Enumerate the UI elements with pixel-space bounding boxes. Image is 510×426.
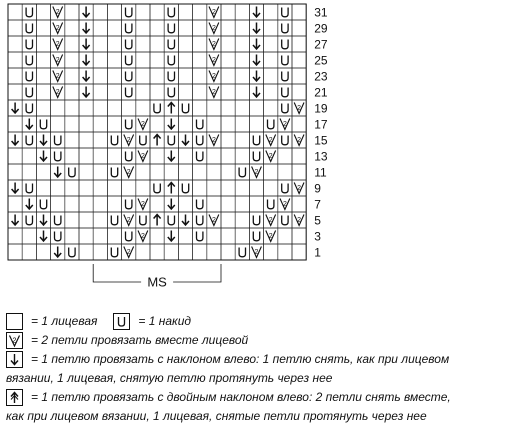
row-label: 3 bbox=[314, 229, 321, 244]
k2tog-digit: 2 bbox=[254, 249, 259, 256]
row-label: 21 bbox=[314, 85, 328, 100]
row-label: 25 bbox=[314, 53, 328, 68]
legend-double-dec-text-b: как при лицевом вязании, 1 лицевая, снятые петли протянуть через нее bbox=[6, 409, 427, 423]
double-decrease-icon bbox=[6, 389, 23, 406]
k2tog-digit: 2 bbox=[55, 73, 60, 80]
row-label: 7 bbox=[314, 197, 321, 212]
k2tog-digit: 2 bbox=[211, 25, 216, 32]
svg-text:2: 2 bbox=[12, 337, 17, 345]
legend-double-dec-text-a: = 1 петлю провязать с двойным наклоном влево: 2 петли снять вместе, bbox=[31, 390, 451, 404]
k2tog-digit: 2 bbox=[211, 89, 216, 96]
k2tog-digit: 2 bbox=[268, 137, 273, 144]
knit-stitch-icon bbox=[6, 313, 23, 330]
k2tog-digit: 2 bbox=[211, 41, 216, 48]
k2tog-digit: 2 bbox=[211, 217, 216, 224]
row-label: 27 bbox=[314, 37, 328, 52]
k2tog-digit: 2 bbox=[55, 41, 60, 48]
k2tog-digit: 2 bbox=[268, 153, 273, 160]
row-label: 1 bbox=[314, 245, 321, 260]
k2tog-digit: 2 bbox=[211, 137, 216, 144]
legend-row-left-dec bbox=[6, 350, 506, 369]
legend-row-k2tog bbox=[6, 331, 506, 350]
k2tog-digit: 2 bbox=[140, 233, 145, 240]
legend-row-knit-yo bbox=[6, 312, 506, 331]
k2tog-digit: 2 bbox=[297, 217, 302, 224]
k2tog-digit: 2 bbox=[211, 9, 216, 16]
legend-row-left-dec-cont bbox=[6, 369, 506, 388]
k2tog-digit: 2 bbox=[297, 185, 302, 192]
k2tog-digit: 2 bbox=[140, 153, 145, 160]
legend bbox=[6, 312, 506, 426]
k2tog-digit: 2 bbox=[126, 169, 131, 176]
k2tog-digit: 2 bbox=[282, 201, 287, 208]
k2tog-digit: 2 bbox=[211, 73, 216, 80]
k2tog-digit: 2 bbox=[268, 233, 273, 240]
row-label: 11 bbox=[314, 165, 327, 180]
k2tog-digit: 2 bbox=[55, 89, 60, 96]
left-decrease-icon bbox=[6, 351, 23, 368]
k2tog-digit: 2 bbox=[211, 57, 216, 64]
legend-row-double-dec bbox=[6, 388, 506, 407]
k2tog-digit: 2 bbox=[297, 137, 302, 144]
row-label: 23 bbox=[314, 69, 328, 84]
row-label: 5 bbox=[314, 213, 321, 228]
row-label: 31 bbox=[314, 5, 328, 20]
row-label: 29 bbox=[314, 21, 328, 36]
legend-left-dec-text-a: = 1 петлю провязать с наклоном влево: 1 петлю снять, как при лицевом bbox=[31, 352, 450, 366]
legend-k2tog-text: = 2 петли провязать вместе лицевой bbox=[31, 333, 249, 347]
row-label: 13 bbox=[314, 149, 328, 164]
k2tog-digit: 2 bbox=[55, 9, 60, 16]
ms-label: MS bbox=[147, 274, 167, 290]
k2tog-digit: 2 bbox=[282, 121, 287, 128]
k2tog-digit: 2 bbox=[55, 57, 60, 64]
k2tog-digit: 2 bbox=[268, 217, 273, 224]
legend-left-dec-text-b: вязании, 1 лицевая, снятую петлю протянуть через нее bbox=[6, 371, 333, 385]
k2tog-digit: 2 bbox=[55, 25, 60, 32]
row-label: 15 bbox=[314, 133, 328, 148]
yarn-over-icon bbox=[113, 313, 130, 330]
k2tog-icon bbox=[6, 332, 23, 349]
k2tog-digit: 2 bbox=[126, 249, 131, 256]
legend-yo-text: = 1 накид bbox=[138, 314, 192, 328]
legend-row-double-dec-cont bbox=[6, 407, 506, 426]
row-label: 17 bbox=[314, 117, 328, 132]
k2tog-digit: 2 bbox=[297, 105, 302, 112]
row-label: 19 bbox=[314, 101, 328, 116]
k2tog-digit: 2 bbox=[126, 217, 131, 224]
k2tog-digit: 2 bbox=[140, 121, 145, 128]
row-label: 9 bbox=[314, 181, 321, 196]
legend-knit-text: = 1 лицевая bbox=[31, 314, 98, 328]
k2tog-digit: 2 bbox=[126, 137, 131, 144]
k2tog-digit: 2 bbox=[254, 169, 259, 176]
k2tog-digit: 2 bbox=[140, 201, 145, 208]
